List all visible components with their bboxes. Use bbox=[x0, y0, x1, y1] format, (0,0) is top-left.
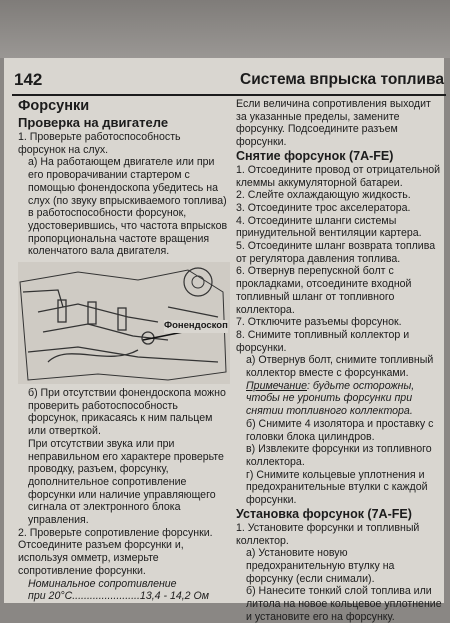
removal-step-8d: г) Снимите кольцевые уплотнения и предохранительные втулки с каждой форсунки. bbox=[246, 468, 428, 507]
section-title: Система впрыска топлива bbox=[240, 71, 444, 88]
install-heading: Установка форсунок (7A-FE) bbox=[236, 506, 412, 521]
removal-note bbox=[236, 380, 442, 418]
removal-step-4: 4. Отсоедините шланги системы принудительной вентиляции картера. bbox=[236, 214, 422, 240]
removal-step-3: 3. Отсоедините трос акселератора. bbox=[236, 201, 411, 214]
removal-step-2: 2. Слейте охлаждающую жидкость. bbox=[236, 189, 411, 202]
install-step-1a: а) Установите новую предохранительную втулку на форсунку (если снимали). bbox=[246, 547, 395, 585]
continued-text: Если величина сопротивления выходит за указанные пределы, замените форсунку. Подсоедините разъем форсунки. bbox=[236, 98, 431, 149]
removal-step-1: 1. Отсоедините провод от отрицательной клеммы аккумуляторной батареи. bbox=[236, 163, 441, 189]
book-page bbox=[4, 58, 444, 623]
step-1c: При отсутствии звука или при неправильном его характере проверьте проводку, разъем, форсунку, дополнительное сопротивление форсунки или наличие управляющего сигнала от электронного блока управления. bbox=[28, 437, 224, 527]
removal-step-6: 6. Отвернув перепускной болт с прокладками, отсоедините входной топливный шланг от топливного коллектора. bbox=[236, 265, 412, 316]
removal-step-8: 8. Снимите топливный коллектор и форсунки. bbox=[236, 328, 410, 354]
engine-figure bbox=[18, 262, 230, 384]
step-2: 2. Проверьте сопротивление форсунки. Отсоедините разъем форсунки и, используя омметр, измерьте сопротивление форсунки. bbox=[18, 526, 213, 577]
install-step-1: 1. Установите форсунки и топливный коллектор. bbox=[236, 521, 420, 547]
article-subtitle: Проверка на двигателе bbox=[18, 115, 169, 130]
step-1: 1. Проверьте работоспособность форсунок на слух. bbox=[18, 131, 181, 156]
install-step-1b: б) Нанесите тонкий слой топлива или литола на новое кольцевое уплотнение и установите его на форсунку. bbox=[246, 585, 442, 623]
spec-label: Номинальное сопротивление bbox=[28, 577, 177, 590]
header-rule bbox=[12, 94, 446, 96]
removal-heading: Снятие форсунок (7A-FE) bbox=[236, 148, 394, 163]
page-number: 142 bbox=[14, 70, 43, 89]
page-header bbox=[14, 70, 444, 92]
article-title: Форсунки bbox=[18, 98, 90, 114]
removal-step-8b: б) Снимите 4 изолятора и проставку с головки блока цилиндров. bbox=[246, 417, 434, 443]
step-1b: б) При отсутствии фонендоскопа можно проверить работоспособность форсунок, прикасаясь к ним пальцем или отверткой. bbox=[28, 387, 226, 438]
left-column bbox=[18, 98, 230, 603]
step-1a: а) На работающем двигателе или при его проворачивании стартером с помощью фонендоскопа убедитесь на слух (по звуку впрыскиваемого топлива) в работоспособности форсунок, удостоверившись, что частота впрысков пропорциональна частоте вращения коленчатого вала двигателя. bbox=[28, 156, 228, 258]
right-column bbox=[236, 98, 442, 623]
removal-step-8c: в) Извлеките форсунки из топливного коллектора. bbox=[246, 443, 432, 468]
figure-label-stethoscope: Фонендоскоп bbox=[164, 320, 228, 332]
note-label: Примечание bbox=[246, 379, 308, 392]
removal-step-8a: а) Отвернув болт, снимите топливный коллектор вместе с форсунками. bbox=[246, 354, 434, 380]
spec-value: при 20°С.......................13,4 - 14,2 Ом bbox=[28, 590, 210, 603]
background-top bbox=[0, 0, 450, 58]
note-text: : будьте осторожны, чтобы не уронить форсунки при снятии топливного коллектора. bbox=[246, 379, 415, 418]
removal-step-5: 5. Отсоедините шланг возврата топлива от регулятора давления топлива. bbox=[236, 240, 436, 265]
removal-step-7: 7. Отключите разъемы форсунок. bbox=[236, 316, 402, 329]
